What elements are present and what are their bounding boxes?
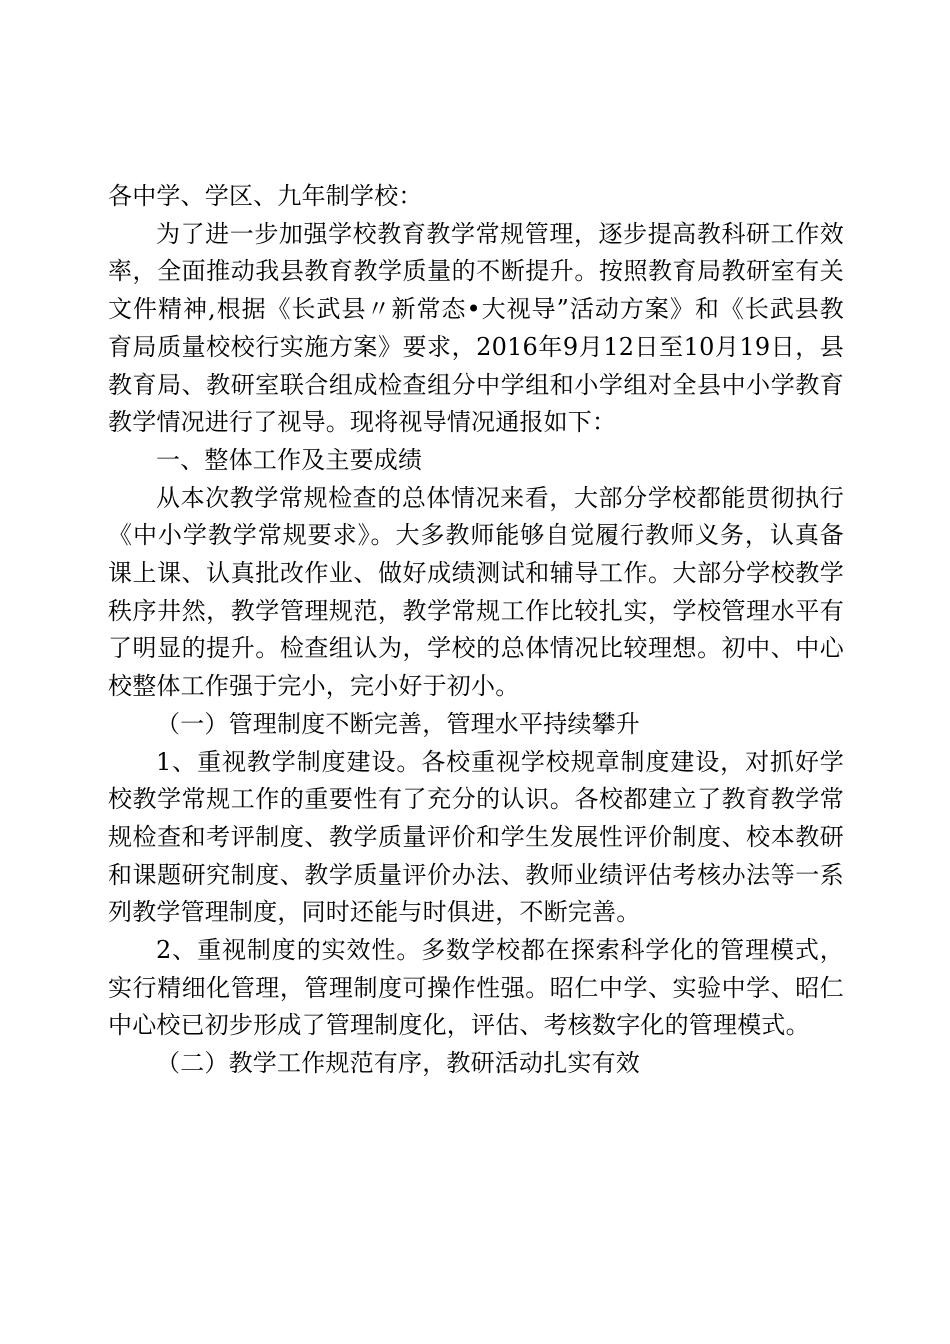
item-2-paragraph: 2、重视制度的实效性。多数学校都在探索科学化的管理模式，实行精细化管理，管理制度可操作性强。昭仁中学、实验中学、昭仁中心校已初步形成了管理制度化，评估、考核数字化的管理模式。 (108, 936, 844, 1040)
section-1-paragraph: 从本次教学常规检查的总体情况来看，大部分学校都能贯彻执行《中小学教学常规要求》。大多教师能够自觉履行教师义务，认真备课上课、认真批改作业、做好成绩测试和辅导工作。大部分学校教学秩序井然，教学管理规范，教学常规工作比较扎实，学校管理水平有了明显的提升。检查组认为，学校的总体情况比较理想。初中、中心校整体工作强于完小，完小好于初小。 (108, 483, 844, 701)
document-body (108, 178, 844, 1083)
salutation: 各中学、学区、九年制学校： (108, 182, 423, 210)
section-heading-1: 一、整体工作及主要成绩 (156, 445, 423, 474)
item-1-paragraph: 1、重视教学制度建设。各校重视学校规章制度建设，对抓好学校教学常规工作的重要性有了充分的认识。各校都建立了教育教学常规检查和考评制度、教学质量评价和学生发展性评价制度、校本教研和课题研究制度、教学质量评价办法、教师业绩评估考核办法等一系列教学管理制度，同时还能与时俱进，不断完善。 (108, 747, 844, 927)
subsection-heading-1: （一）管理制度不断完善，管理水平持续攀升 (156, 709, 640, 738)
subsection-heading-2: （二）教学工作规范有序，教研活动扎实有效 (156, 1049, 640, 1078)
intro-paragraph: 为了进一步加强学校教育教学常规管理，逐步提高教科研工作效率，全面推动我县教育教学质量的不断提升。按照教育局教研室有关文件精神,根据《长武县〃新常态•大视导”活动方案》和《长武县教育局质量校校行实施方案》要求，2016年9月12日至10月19日，县教育局、教研室联合组成检查组分中学组和小学组对全县中小学教育教学情况进行了视导。现将视导情况通报如下： (108, 219, 844, 437)
